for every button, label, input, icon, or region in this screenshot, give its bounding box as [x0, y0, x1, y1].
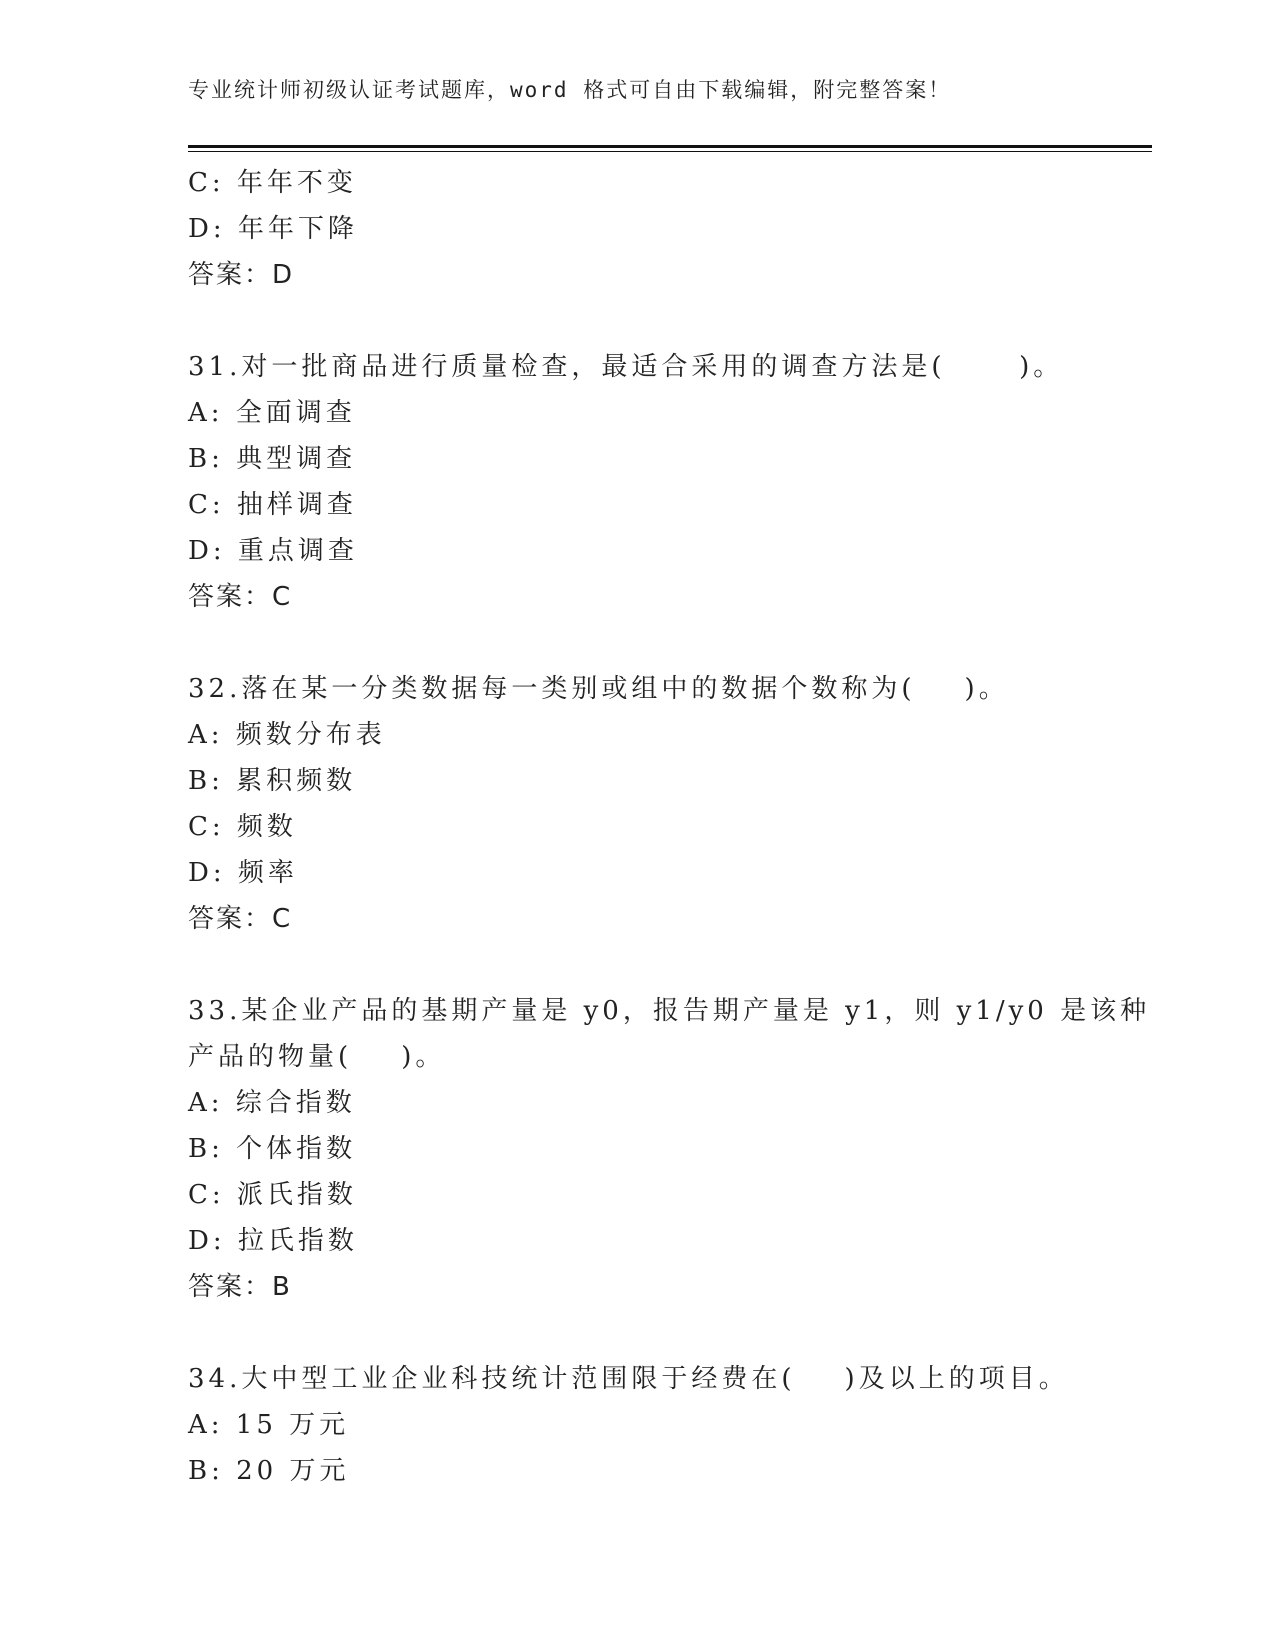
question-stem-continued: 产品的物量( )。: [188, 1042, 446, 1072]
question-list: [188, 160, 1151, 1494]
option-a: A: 频数分布表: [188, 720, 386, 750]
question-33: [188, 988, 1151, 1310]
answer-line: 答案：C: [188, 904, 293, 934]
option-b: B: 个体指数: [188, 1134, 357, 1164]
question-stem: 32.落在某一分类数据每一类别或组中的数据个数称为( )。: [188, 674, 1009, 704]
option-c: C: 派氏指数: [188, 1180, 357, 1210]
question-32: [188, 666, 1128, 942]
answer-line: 答案：C: [188, 582, 293, 612]
option-a: A: 15 万元: [188, 1410, 350, 1440]
question-stem: 33.某企业产品的基期产量是 y0，报告期产量是 y1，则 y1/y0 是该种: [188, 996, 1151, 1026]
question-stem: 31.对一批商品进行质量检查，最适合采用的调查方法是( )。: [188, 352, 1064, 382]
question-34: [188, 1356, 1128, 1494]
question-stem: 34.大中型工业企业科技统计范围限于经费在( )及以上的项目。: [188, 1364, 1069, 1394]
option-d: D: 拉氏指数: [188, 1226, 358, 1256]
option-d: D: 年年下降: [188, 214, 358, 244]
option-b: B: 累积频数: [188, 766, 357, 796]
answer-line: 答案：D: [188, 260, 295, 290]
option-b: B: 20 万元: [188, 1456, 350, 1486]
question-31: [188, 344, 1128, 620]
option-c: C: 年年不变: [188, 168, 357, 198]
option-d: D: 频率: [188, 858, 298, 888]
option-a: A: 全面调查: [188, 398, 356, 428]
page-header: 专业统计师初级认证考试题库，word 格式可自由下载编辑，附完整答案！: [188, 78, 952, 102]
answer-line: 答案：B: [188, 1272, 292, 1302]
option-d: D: 重点调查: [188, 536, 358, 566]
option-a: A: 综合指数: [188, 1088, 356, 1118]
header-rule-thick: [188, 145, 1152, 148]
option-c: C: 抽样调查: [188, 490, 357, 520]
header-rule-thin: [188, 151, 1152, 152]
option-c: C: 频数: [188, 812, 297, 842]
option-b: B: 典型调查: [188, 444, 357, 474]
